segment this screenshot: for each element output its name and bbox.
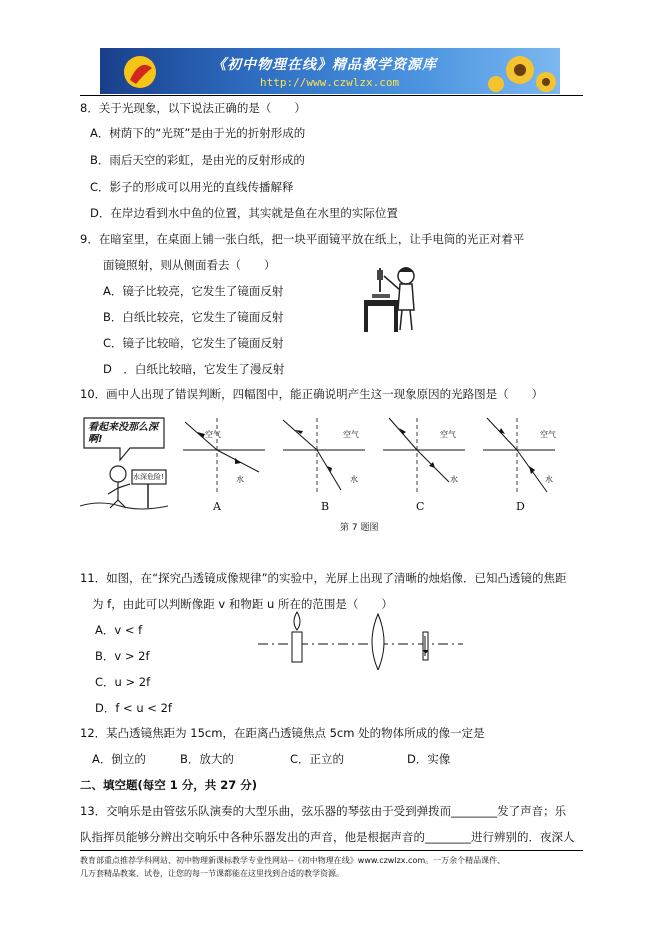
q12-option-a: A．倒立的: [92, 752, 146, 766]
diagram-a-water: 水: [236, 475, 244, 484]
q12-option-c: C．正立的: [290, 752, 345, 766]
diagram-label-b: B: [321, 500, 330, 513]
diagram-d-water: 水: [545, 475, 553, 484]
q8-option-a: A．树荫下的“光斑”是由于光的折射形成的: [90, 126, 306, 140]
q13-line1: 13．交响乐是由管弦乐队演奏的大型乐曲，弦乐器的琴弦由于受到弹拨而________发了声音；乐: [80, 804, 567, 818]
q10-stem: 10．画中人出现了错误判断，四幅图中，能正确说明产生这一现象原因的光路图是（ ）: [80, 387, 544, 401]
q10-sign-text: 水深危险!: [133, 473, 164, 481]
q8-option-d: D．在岸边看到水中鱼的位置，其实就是鱼在水里的实际位置: [90, 206, 398, 220]
q8-option-b: B．雨后天空的彩虹，是由光的反射形成的: [90, 153, 305, 167]
section-2-heading: 二、填空题(每空 1 分，共 27 分): [80, 778, 258, 792]
diagram-b-air: 空气: [343, 430, 359, 439]
candle-icon: [292, 632, 302, 662]
q11-option-c: C．u > 2f: [95, 675, 151, 689]
q10-bubble-text: 看起来没那么深啊!: [88, 422, 158, 445]
q11-option-b: B．v > 2f: [95, 649, 150, 663]
banner-title: 《初中物理在线》精品教学资源库: [212, 57, 437, 73]
q12-option-b: B．放大的: [180, 752, 234, 766]
q12-stem: 12．某凸透镜焦距为 15cm，在距离凸透镜焦点 5cm 处的物体所成的像一定是: [80, 726, 485, 740]
diagram-label-a: A: [213, 500, 221, 513]
q9-option-a: A．镜子比较亮，它发生了镜面反射: [103, 284, 284, 298]
q12-option-d: D．实像: [407, 752, 451, 766]
diagram-a-air: 空气: [205, 430, 221, 439]
header-rule: [80, 95, 583, 96]
diagram-label-d: D: [516, 500, 525, 513]
lens-icon: [372, 614, 384, 670]
q9-option-d: D ．白纸比较暗，它发生了漫反射: [103, 362, 285, 376]
diagram-label-c: C: [416, 500, 425, 513]
q11-stem-line2: 为 f，由此可以判断像距 v 和物距 u 所在的范围是（ ）: [92, 597, 393, 611]
header-banner: [100, 48, 560, 94]
q10-light-diagrams: [175, 410, 555, 496]
diagram-b-water: 水: [350, 475, 358, 484]
footer-line1: 教育部重点推荐学科网站、初中物理新课标教学专业性网站--《初中物理在线》www.czwlzx.com。一万余个精品课件、: [80, 856, 506, 865]
diagram-a: [183, 418, 265, 492]
q11-option-d: D．f < u < 2f: [95, 701, 172, 715]
q13-line2: 队指挥员能够分辨出交响乐中各种乐器发出的声音，他是根据声音的________进行辨别的．夜深人: [80, 830, 575, 844]
q8-option-c: C．影子的形成可以用光的直线传播解释: [90, 180, 294, 194]
q9-option-b: B．白纸比较亮，它发生了镜面反射: [103, 310, 284, 324]
q11-stem-line1: 11．如图，在“探究凸透镜成像规律”的实验中，光屏上出现了清晰的烛焰像．已知凸透镜的焦距: [80, 571, 567, 585]
q10-caption: 第 7 题图: [340, 523, 379, 533]
banner-url: http://www.czwlzx.com: [260, 76, 400, 89]
footer-line2: 几万套精品教案、试卷，让您的每一节课都能在这里找到合适的教学资源。: [80, 869, 344, 878]
q8-stem: 8．关于光现象，以下说法正确的是（ ）: [80, 101, 306, 115]
q9-figure-flashlight: [360, 262, 430, 334]
q11-figure-lens-setup: [258, 610, 463, 670]
diagram-c-water: 水: [450, 475, 458, 484]
footer-rule: [80, 850, 583, 851]
q11-option-a: A．v < f: [95, 623, 143, 637]
diagram-c-air: 空气: [440, 430, 456, 439]
q9-stem-line1: 9．在暗室里，在桌面上铺一张白纸，把一块平面镜平放在纸上，让手电筒的光正对着平: [80, 232, 525, 246]
q9-option-c: C．镜子比较暗，它发生了镜面反射: [103, 336, 284, 350]
q9-stem-line2: 面镜照射，则从侧面看去（ ）: [103, 258, 276, 272]
diagram-d-air: 空气: [540, 430, 556, 439]
